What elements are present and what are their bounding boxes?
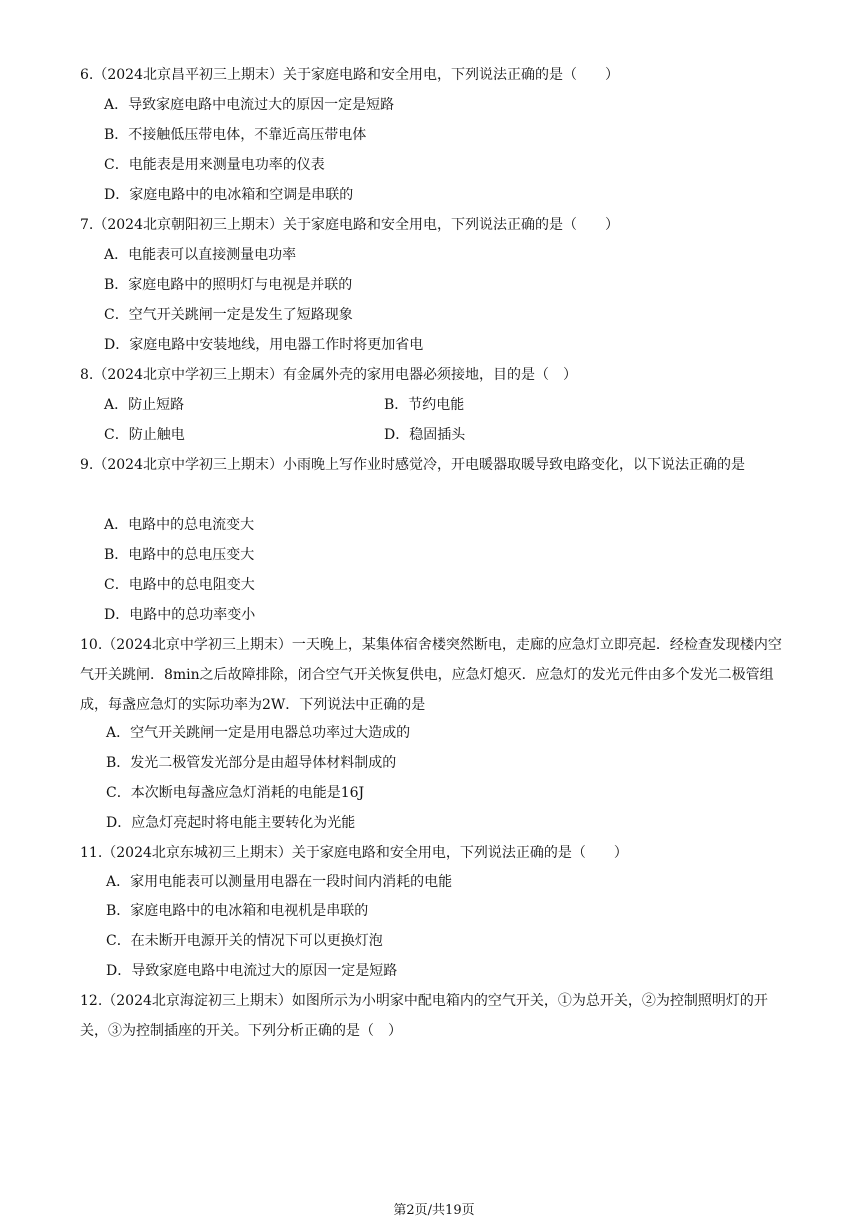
question-6-option-d: D．家庭电路中的电冰箱和空调是串联的 [104,187,354,203]
question-11-option-b: B．家庭电路中的电冰箱和电视机是串联的 [106,903,369,919]
question-6-stem: 6.（2024北京昌平初三上期末）关于家庭电路和安全用电，下列说法正确的是（ ） [80,67,619,83]
question-11-option-a: A．家用电能表可以测量用电器在一段时间内消耗的电能 [106,874,453,890]
question-6-option-a: A．导致家庭电路中电流过大的原因一定是短路 [104,97,395,113]
question-11-option-d: D．导致家庭电路中电流过大的原因一定是短路 [106,963,398,979]
question-7-option-c: C．空气开关跳闸一定是发生了短路现象 [104,307,353,323]
question-9-option-b: B．电路中的总电压变大 [104,547,255,563]
question-11-option-c: C．在未断开电源开关的情况下可以更换灯泡 [106,933,383,949]
question-10-option-a: A．空气开关跳闸一定是用电器总功率过大造成的 [106,725,411,741]
question-10-option-b: B．发光二极管发光部分是由超导体材料制成的 [106,755,397,771]
question-12-stem: 12.（2024北京海淀初三上期末）如图所示为小明家中配电箱内的空气开关，①为总开关，②为控制照明灯的开关，③为控制插座的开关。下列分析正确的是（ ） [80,993,768,1039]
question-9-option-a: A．电路中的总电流变大 [104,517,255,533]
question-11-stem: 11.（2024北京东城初三上期末）关于家庭电路和安全用电，下列说法正确的是（ ） [80,845,628,861]
question-7-option-b: B．家庭电路中的照明灯与电视是并联的 [104,277,353,293]
page-number: 第2页/共19页 [393,1203,475,1218]
question-10-option-d: D．应急灯亮起时将电能主要转化为光能 [106,815,356,831]
question-8-option-a: A．防止短路 [104,397,185,413]
question-7-stem: 7.（2024北京朝阳初三上期末）关于家庭电路和安全用电，下列说法正确的是（ ） [80,217,619,233]
question-7-option-d: D．家庭电路中安装地线，用电器工作时将更加省电 [104,337,424,353]
question-8-option-b: B．节约电能 [384,397,465,413]
question-8-stem: 8.（2024北京中学初三上期末）有金属外壳的家用电器必须接地，目的是（ ） [80,367,577,383]
question-6-option-b: B．不接触低压带电体，不靠近高压带电体 [104,127,367,143]
question-9-option-c: C．电路中的总电阻变大 [104,577,255,593]
question-9-stem: 9.（2024北京中学初三上期末）小雨晚上写作业时感觉冷，开电暖器取暖导致电路变化，以下说法正确的是 [80,457,745,473]
question-8-option-c: C．防止触电 [104,427,185,443]
question-9-option-d: D．电路中的总功率变小 [104,607,256,623]
question-6-option-c: C．电能表是用来测量电功率的仪表 [104,157,325,173]
question-8-option-d: D．稳固插头 [384,427,466,443]
question-10-option-c: C．本次断电每盏应急灯消耗的电能是16J [106,785,365,801]
question-7-option-a: A．电能表可以直接测量电功率 [104,247,297,263]
question-10-stem: 10.（2024北京中学初三上期末）一天晚上，某集体宿舍楼突然断电，走廊的应急灯立即亮起．经检查发现楼内空气开关跳闸．8min之后故障排除，闭合空气开关恢复供电，应急灯熄灭．应急灯的发光元件由多个发光二极管组成，每盏应急灯的实际功率为2W．下列说法中正确的是 [80,637,782,713]
